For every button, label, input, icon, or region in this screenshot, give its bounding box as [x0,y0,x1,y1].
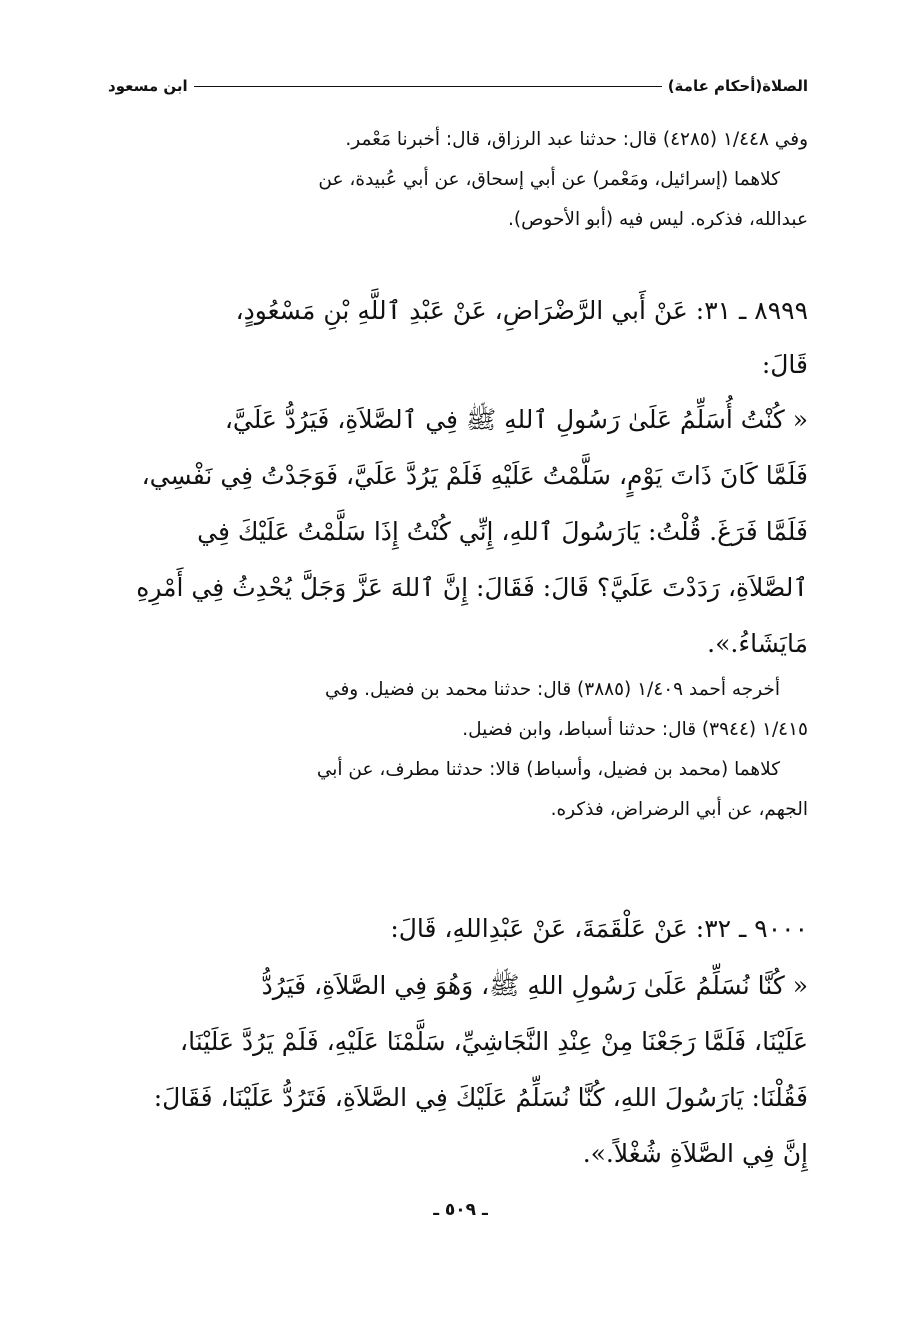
header-rule [194,86,662,87]
note-line: عبدالله، فذكره. ليس فيه (أبو الأحوص). [507,209,808,230]
hadith-heading-2 [108,902,808,956]
note-line: وفي ١/٤٤٨ (٤٢٨٥) قال: حدثنا عبد الرزاق، قال: أخبرنا مَعْمر. [345,129,808,150]
note-block-1 [108,120,808,240]
hadith-text-2 [108,958,808,1182]
hadith-heading-line: قَالَ: [761,350,808,379]
hadith-line: فَقُلْنَا: يَارَسُولَ اللهِ، كُنَّا نُسَلِّمُ عَلَيْكَ فِي الصَّلاَةِ، فَتَرُدُّ عَلَيْنَا، فَقَالَ: [153,1083,808,1112]
hadith-line: « كُنْتُ أُسَلِّمُ عَلَىٰ رَسُولِ ٱللهِ ﷺ فِي ٱلصَّلاَةِ، فَيَرُدُّ عَلَيَّ، [224,405,808,434]
note-block-2 [108,670,808,830]
hadith-line: فَلَمَّا فَرَغَ. قُلْتُ: يَارَسُولَ ٱللهِ، إِنِّي كُنْتُ إِذَا سَلَّمْتُ عَلَيْكَ فِي [197,517,808,546]
hadith-line: إِنَّ فِي الصَّلاَةِ شُغْلاً.». [582,1139,808,1168]
hadith-line: « كُنَّا نُسَلِّمُ عَلَىٰ رَسُولِ اللهِ ﷺ، وَهُوَ فِي الصَّلاَةِ، فَيَرُدُّ [261,971,808,1000]
note-line: الجهم، عن أبي الرضراض، فذكره. [550,799,808,820]
hadith-heading-1 [108,284,808,392]
header-chapter-title: الصلاة(أحكام عامة) [667,77,808,95]
page-number: ـ ٥٠٩ ـ [433,1200,488,1220]
note-line: أخرجه أحمد ١/٤٠٩ (٣٨٨٥) قال: حدثنا محمد بن فضيل. وفي [325,679,780,700]
note-line: كلاهما (محمد بن فضيل، وأسباط) قالا: حدثنا مطرف، عن أبي [316,759,780,780]
note-line: ١/٤١٥ (٣٩٤٤) قال: حدثنا أسباط، وابن فضيل. [462,719,808,740]
hadith-heading-line: ٩٠٠٠ ـ ٣٢: عَنْ عَلْقَمَةَ، عَنْ عَبْدِاللهِ، قَالَ: [390,914,808,943]
running-header [108,72,808,100]
hadith-line: ٱلصَّلاَةِ، رَدَدْتَ عَلَيَّ؟ قَالَ: فَقَالَ: إِنَّ ٱللهَ عَزَّ وَجَلَّ يُحْدِثُ فِي أَمْرِهِ [136,573,808,602]
hadith-heading-line: ٨٩٩٩ ـ ٣١: عَنْ أَبي الرَّضْرَاضِ، عَنْ عَبْدِ ٱللَّهِ بْنِ مَسْعُودٍ، [235,296,808,325]
hadith-text-1 [108,392,808,672]
hadith-line: فَلَمَّا كَانَ ذَاتَ يَوْمٍ، سَلَّمْتُ عَلَيْهِ فَلَمْ يَرُدَّ عَلَيَّ، فَوَجَدْتُ فِي نَفْسِي، [141,461,808,490]
note-line: كلاهما (إسرائيل، ومَعْمر) عن أبي إسحاق، عن أبي عُبيدة، عن [318,169,780,190]
header-section-title: ابن مسعود [108,77,188,95]
hadith-line: عَلَيْنَا، فَلَمَّا رَجَعْنَا مِنْ عِنْدِ النَّجَاشِيِّ، سَلَّمْنَا عَلَيْهِ، فَلَمْ يَرُدَّ عَلَيْنَا، [180,1027,808,1056]
hadith-line: مَايَشَاءُ.». [707,629,808,658]
